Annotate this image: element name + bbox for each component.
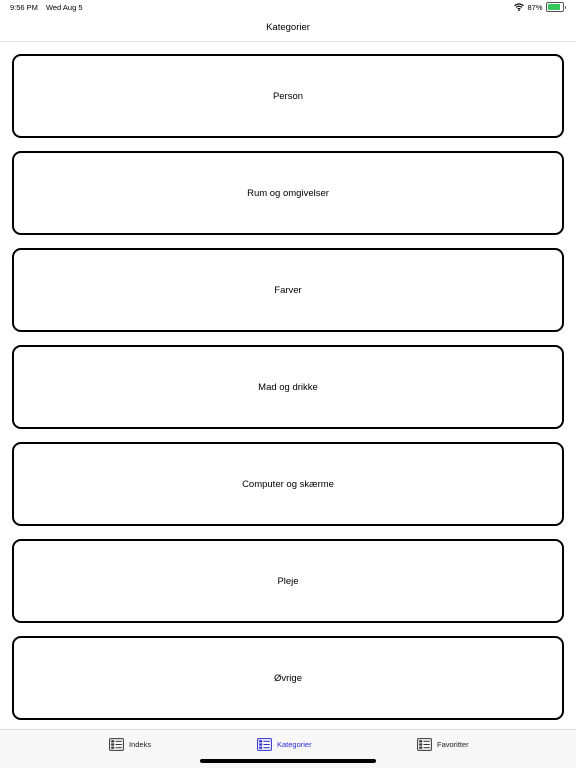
wifi-icon bbox=[514, 3, 524, 11]
page-title: Kategorier bbox=[266, 22, 310, 33]
battery-body bbox=[546, 2, 564, 12]
tab-label: Kategorier bbox=[277, 740, 312, 749]
category-list bbox=[12, 54, 564, 733]
category-label: Mad og drikke bbox=[258, 381, 318, 393]
tab-label: Indeks bbox=[129, 740, 152, 749]
nav-bar bbox=[0, 14, 576, 42]
category-button-person[interactable] bbox=[12, 54, 564, 138]
status-bar bbox=[0, 0, 576, 14]
battery-icon bbox=[546, 2, 567, 12]
home-indicator[interactable] bbox=[200, 759, 376, 763]
status-date: Wed Aug 5 bbox=[45, 3, 83, 12]
tab-favoritter[interactable] bbox=[417, 738, 469, 751]
category-button-pleje[interactable] bbox=[12, 539, 564, 623]
category-label: Computer og skærme bbox=[242, 478, 334, 490]
list-icon bbox=[417, 738, 432, 751]
status-time: 9:56 PM bbox=[10, 3, 38, 12]
tab-label: Favoritter bbox=[437, 740, 469, 749]
list-icon bbox=[257, 738, 272, 751]
category-label: Person bbox=[272, 90, 304, 102]
list-icon bbox=[109, 738, 124, 751]
battery-percent: 87% bbox=[527, 2, 543, 12]
battery-tip bbox=[565, 6, 567, 9]
tab-kategorier[interactable] bbox=[257, 738, 312, 751]
tab-indeks[interactable] bbox=[109, 738, 151, 751]
category-button-farver[interactable] bbox=[12, 248, 564, 332]
category-label: Øvrige bbox=[274, 672, 302, 684]
status-left bbox=[10, 3, 83, 12]
status-right bbox=[514, 2, 566, 12]
category-button-computer-og-skaerme[interactable] bbox=[12, 442, 564, 526]
battery-fill bbox=[548, 4, 560, 10]
category-label: Pleje bbox=[277, 575, 299, 587]
category-label: Rum og omgivelser bbox=[247, 187, 329, 199]
category-label: Farver bbox=[274, 284, 302, 296]
category-button-rum-og-omgivelser[interactable] bbox=[12, 151, 564, 235]
category-button-mad-og-drikke[interactable] bbox=[12, 345, 564, 429]
category-button-ovrige[interactable] bbox=[12, 636, 564, 720]
